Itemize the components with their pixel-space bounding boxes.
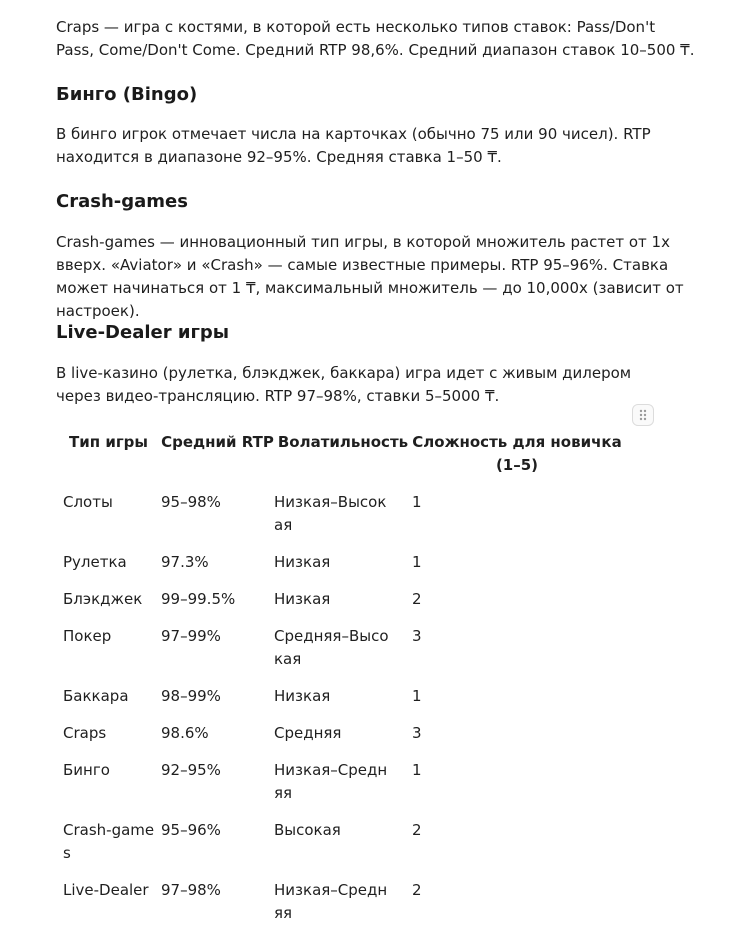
table-row xyxy=(56,722,622,759)
cell-volatility: Средняя–Высокая xyxy=(274,627,389,668)
cell-difficulty: 2 xyxy=(412,821,422,839)
paragraph-craps: Craps — игра с костями, в которой есть несколько типов ставок: Pass/Don't Pass, Come/Don't Come. Средний RTP 98,6%. Средний диапазон ставок 10–500 ₸. xyxy=(56,18,695,59)
games-comparison-table xyxy=(56,431,622,939)
cell-difficulty: 2 xyxy=(412,881,422,899)
cell-difficulty: 1 xyxy=(412,761,422,779)
paragraph-bingo: В бинго игрок отмечает числа на карточках (обычно 75 или 90 чисел). RTP находится в диапазоне 92–95%. Средняя ставка 1–50 ₸. xyxy=(56,125,651,166)
table-row xyxy=(56,625,622,685)
cell-game-type: Блэкджек xyxy=(63,590,143,608)
cell-game-type: Craps xyxy=(63,724,107,742)
cell-difficulty: 1 xyxy=(412,493,422,511)
table-row xyxy=(56,685,622,722)
cell-volatility: Низкая–Высокая xyxy=(274,493,387,534)
cell-difficulty: 1 xyxy=(412,687,422,705)
table-header-row xyxy=(56,431,622,491)
cell-rtp: 97.3% xyxy=(161,553,209,571)
cell-rtp: 97–98% xyxy=(161,881,221,899)
cell-rtp: 95–96% xyxy=(161,821,221,839)
table-row xyxy=(56,759,622,819)
header-average-rtp: Средний RTP xyxy=(161,433,274,451)
cell-difficulty: 2 xyxy=(412,590,422,608)
cell-rtp: 95–98% xyxy=(161,493,221,511)
cell-difficulty: 3 xyxy=(412,627,422,645)
table-row xyxy=(56,491,622,551)
cell-volatility: Высокая xyxy=(274,821,341,839)
header-difficulty: Сложность для новичка (1–5) xyxy=(412,433,622,474)
table-row xyxy=(56,819,622,879)
cell-difficulty: 3 xyxy=(412,724,422,742)
heading-live-dealer: Live-Dealer игры xyxy=(56,322,230,343)
cell-difficulty: 1 xyxy=(412,553,422,571)
cell-volatility: Низкая xyxy=(274,687,331,705)
table-row xyxy=(56,879,622,939)
heading-crash-games: Crash-games xyxy=(56,191,188,212)
cell-rtp: 92–95% xyxy=(161,761,221,779)
cell-volatility: Низкая xyxy=(274,590,331,608)
table-row xyxy=(56,588,622,625)
cell-game-type: Рулетка xyxy=(63,553,127,571)
cell-rtp: 98.6% xyxy=(161,724,209,742)
drag-handle-icon xyxy=(638,409,648,421)
header-game-type: Тип игры xyxy=(69,433,148,451)
cell-volatility: Низкая–Средняя xyxy=(274,761,388,802)
cell-rtp: 97–99% xyxy=(161,627,221,645)
heading-bingo: Бинго (Bingo) xyxy=(56,84,198,105)
table-drag-handle[interactable] xyxy=(632,404,654,426)
cell-volatility: Низкая xyxy=(274,553,331,571)
cell-game-type: Crash-games xyxy=(63,821,155,862)
paragraph-crash-games: Crash-games — инновационный тип игры, в которой множитель растет от 1x вверх. «Aviator» и «Crash» — самые известные примеры. RTP 95–96%. Ставка может начинаться от 1 ₸, максимальный множитель — до 10,000x (зависит от настроек). xyxy=(56,233,684,320)
cell-rtp: 99–99.5% xyxy=(161,590,236,608)
cell-game-type: Слоты xyxy=(63,493,113,511)
cell-volatility: Низкая–Средняя xyxy=(274,881,388,922)
cell-game-type: Live-Dealer xyxy=(63,881,149,899)
cell-game-type: Баккара xyxy=(63,687,129,705)
paragraph-live-dealer: В live-казино (рулетка, блэкджек, баккара) игра идет с живым дилером через видео-трансляцию. RTP 97–98%, ставки 5–5000 ₸. xyxy=(56,364,632,405)
cell-game-type: Покер xyxy=(63,627,112,645)
cell-rtp: 98–99% xyxy=(161,687,221,705)
header-volatility: Волатильность xyxy=(277,433,409,451)
cell-game-type: Бинго xyxy=(63,761,110,779)
table-row xyxy=(56,551,622,588)
cell-volatility: Средняя xyxy=(274,724,342,742)
